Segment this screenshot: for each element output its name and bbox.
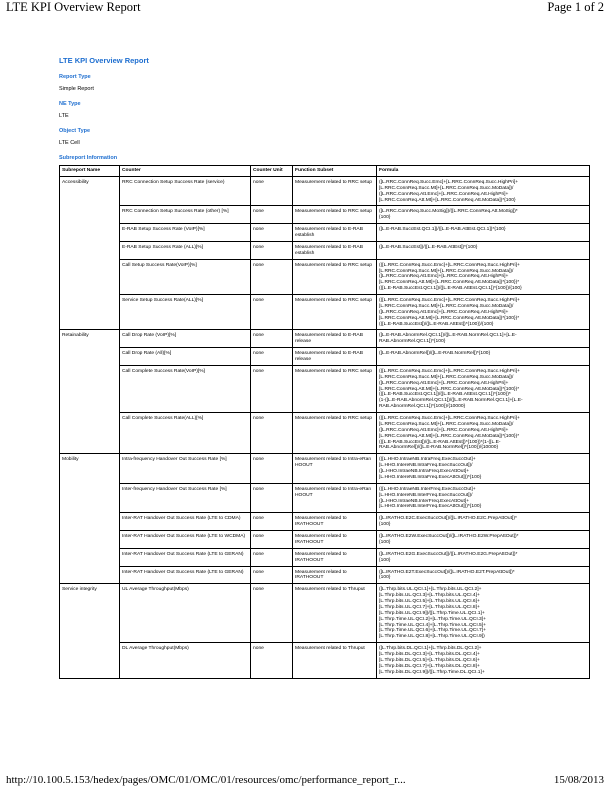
table-row — [60, 206, 590, 224]
report-type-value: Simple Report — [59, 86, 94, 92]
object-type-value: LTE Cell — [59, 140, 80, 146]
col-counter-unit: Counter Unit — [251, 166, 293, 177]
function-subset-cell: Measurement related to RRC setup — [293, 365, 377, 412]
col-subreport-name: Subreport Name — [60, 166, 120, 177]
formula-cell: (([L.RRC.ConnReq.Succ.Emc]+[L.RRC.ConnReq.Succ.HighPri]+ [L.RRC.ConnReq.Succ.Mt]+[L.RRC.ConnReq.Succ.MoData])/ ([L.RRC.ConnReq.Att.Emc]+[L.RRC.ConnReq.Att.HighPri]+ [L.RRC.ConnReq.Att.Mt]+[L.RRC.ConnReq.Att.MoData])*{100})* (([L.E-RAB.SuccEst])/([L.E-RAB.AttEst])*{100})/{100} — [377, 295, 590, 330]
table-row — [60, 330, 590, 348]
function-subset-cell: Measurement related to Thruput — [293, 584, 377, 643]
formula-cell: (([L.RRC.ConnReq.Succ.Emc]+[L.RRC.ConnReq.Succ.HighPri]+ [L.RRC.ConnReq.Succ.Mt]+[L.RRC.ConnReq.Succ.MoData])/ ([L.RRC.ConnReq.Att.Emc]+[L.RRC.ConnReq.Att.HighPri]+ [L.RRC.ConnReq.Att.Mt]+[L.RRC.ConnReq.Att.MoData])*{100})* (([L.E-RAB.SuccEst.QCI.1])/([L.E-RAB.AttEst.QCI.1])*{100})* (1-([L.E-RAB.AbnormRel.QCI.1])/([L.E-RAB.NormRel.QCI.1]+[L.E- RAB.AbnormRel.QCI.1])*{100})/{10000} — [377, 365, 590, 412]
counter-unit-cell: none — [251, 454, 293, 484]
formula-cell: (([L.RRC.ConnReq.Succ.Emc]+[L.RRC.ConnReq.Succ.HighPri]+ [L.RRC.ConnReq.Succ.Mt]+[L.RRC.ConnReq.Succ.MoData])/ ([L.RRC.ConnReq.Att.Emc]+[L.RRC.ConnReq.Att.HighPri]+ [L.RRC.ConnReq.Att.Mt]+[L.RRC.ConnReq.Att.MoData])*{100})* (([L.E-RAB.SuccEst.QCI.1])/([L.E-RAB.AttEst.QCI.1])*{100})/{100} — [377, 259, 590, 294]
subreport-name-cell: Service integrity — [60, 584, 120, 678]
browser-print-title: LTE KPI Overview Report — [6, 0, 141, 14]
ne-type-value: LTE — [59, 113, 69, 119]
subreport-name-cell: Retainability — [60, 330, 120, 454]
counter-cell: Call Setup Success Rate(VoIP)[%] — [120, 259, 251, 294]
function-subset-cell: Measurement related to IRATHOOUT — [293, 566, 377, 584]
function-subset-cell: Measurement related to RRC setup — [293, 176, 377, 206]
counter-unit-cell: none — [251, 531, 293, 549]
function-subset-cell: Measurement related to E-RAB establish — [293, 224, 377, 242]
counter-unit-cell: none — [251, 206, 293, 224]
counter-unit-cell: none — [251, 348, 293, 366]
formula-cell: (([L.RRC.ConnReq.Succ.Emc]+[L.RRC.ConnReq.Succ.HighPri]+ [L.RRC.ConnReq.Succ.Mt]+[L.RRC.ConnReq.Succ.MoData])/ ([L.RRC.ConnReq.Att.Emc]+[L.RRC.ConnReq.Att.HighPri]+ [L.RRC.ConnReq.Att.Mt]+[L.RRC.ConnReq.Att.MoData])*{100})* (([L.E-RAB.SuccEst])/([L.E-RAB.AttEst])*{100})*(1-([L.E- RAB.AbnormRel])/([L.E-RAB.NormRel])*{100})/{10000} — [377, 413, 590, 454]
function-subset-cell: Measurement related to E-RAB release — [293, 330, 377, 348]
function-subset-cell: Measurement related to Intra-eRan HOOUT — [293, 483, 377, 513]
counter-cell: RRC Connection Setup Success Rate (service) — [120, 176, 251, 206]
counter-cell: UL Average Throughput(Mbps) — [120, 584, 251, 643]
function-subset-cell: Measurement related to IRATHOOUT — [293, 548, 377, 566]
table-row — [60, 531, 590, 549]
counter-unit-cell: none — [251, 241, 293, 259]
counter-unit-cell: none — [251, 566, 293, 584]
footer-date: 15/08/2013 — [553, 774, 604, 786]
table-row — [60, 566, 590, 584]
table-row — [60, 513, 590, 531]
function-subset-cell: Measurement related to RRC setup — [293, 295, 377, 330]
formula-cell: ([L.IRATHO.E2C.ExecSuccOut])/([L.IRATHO.E2C.PrepAttOut])* {100} — [377, 513, 590, 531]
col-formula: Formula — [377, 166, 590, 177]
counter-cell: DL Average Throughput(Mbps) — [120, 643, 251, 678]
function-subset-cell: Measurement related to RRC setup — [293, 413, 377, 454]
table-row — [60, 413, 590, 454]
col-function-subset: Function Subset — [293, 166, 377, 177]
function-subset-cell: Measurement related to RRC setup — [293, 259, 377, 294]
counter-unit-cell: none — [251, 224, 293, 242]
counter-cell: E-RAB Setup Success Rate (VoIP)[%] — [120, 224, 251, 242]
subreport-name-cell: Mobility — [60, 454, 120, 584]
formula-cell: ([L.IRATHO.E2W.ExecSuccOut])/([L.IRATHO.E2W.PrepAttOut])* {100} — [377, 531, 590, 549]
formula-cell: (([L.HHO.IntraeNB.IntraFreq.ExecSuccOut]+ [L.HHO.IntereNB.IntraFreq.ExecSuccOut])/ ([L.HHO.IntraeNB.IntraFreq.ExecAttOut]+ [L.HHO.IntereNB.IntraFreq.ExecAttOut]))*{100} — [377, 454, 590, 484]
counter-cell: Intra-frequency Handover Out Success Rate [%] — [120, 454, 251, 484]
formula-cell: (([L.HHO.IntraeNB.InterFreq.ExecSuccOut]+ [L.HHO.IntereNB.InterFreq.ExecSuccOut])/ ([L.HHO.IntraeNB.InterFreq.ExecAttOut]+ [L.HHO.IntereNB.InterFreq.ExecAttOut]))*{100} — [377, 483, 590, 513]
counter-cell: Inter-RAT Handover Out Success Rate (LTE to GERAN) — [120, 548, 251, 566]
report-body — [59, 56, 589, 679]
formula-cell: ([L.E-RAB.AbnormRel.QCI.1])/([L.E-RAB.NormRel.QCI.1]+[L.E- RAB.AbnormRel.QCI.1])*{100} — [377, 330, 590, 348]
counter-unit-cell: none — [251, 413, 293, 454]
table-row — [60, 483, 590, 513]
formula-cell: ([L.Thrp.bits.UL.QCI.1]+[L.Thrp.bits.UL.QCI.2]+ [L.Thrp.bits.UL.QCI.3]+[L.Thrp.bits.UL.QCI.4]+ [L.Thrp.bits.UL.QCI.5]+[L.Thrp.bits.UL.QCI.6]+ [L.Thrp.bits.UL.QCI.7]+[L.Thrp.bits.UL.QCI.8]+ [L.Thrp.bits.UL.QCI.9])/([L.Thrp.Time.UL.QCI.1]+ [L.Thrp.Time.UL.QCI.2]+[L.Thrp.Time.UL.QCI.3]+ [L.Thrp.Time.UL.QCI.4]+[L.Thrp.Time.UL.QCI.5]+ [L.Thrp.Time.UL.QCI.6]+[L.Thrp.Time.UL.QCI.7]+ [L.Thrp.Time.UL.QCI.8]+[L.Thrp.Time.UL.QCI.9]) — [377, 584, 590, 643]
counter-cell: Call Complete Success Rate(ALL)[%] — [120, 413, 251, 454]
object-type-label: Object Type — [59, 128, 91, 134]
counter-cell: RRC Connection Setup Success Rate (other) [%] — [120, 206, 251, 224]
counter-cell: Call Drop Rate (All)[%] — [120, 348, 251, 366]
function-subset-cell: Measurement related to IRATHOOUT — [293, 531, 377, 549]
table-row — [60, 224, 590, 242]
formula-cell: ([L.E-RAB.AbnormRel])/([L.E-RAB.NormRel])*{100} — [377, 348, 590, 366]
counter-cell: E-RAB Setup Success Rate (ALL)[%] — [120, 241, 251, 259]
formula-cell: ([L.Thrp.bits.DL.QCI.1]+[L.Thrp.bits.DL.QCI.2]+ [L.Thrp.bits.DL.QCI.3]+[L.Thrp.bits.DL.QCI.4]+ [L.Thrp.bits.DL.QCI.5]+[L.Thrp.bits.DL.QCI.6]+ [L.Thrp.bits.DL.QCI.7]+[L.Thrp.bits.DL.QCI.8]+ [L.Thrp.bits.DL.QCI.9])/([L.Thrp.Time.DL.QCI.1]+ — [377, 643, 590, 678]
formula-cell: ([L.RRC.ConnReq.Succ.MoSig])/([L.RRC.ConnReq.Att.MoSig])* {100} — [377, 206, 590, 224]
function-subset-cell: Measurement related to E-RAB establish — [293, 241, 377, 259]
table-row — [60, 548, 590, 566]
ne-type-label: NE Type — [59, 101, 81, 107]
table-row — [60, 643, 590, 678]
formula-cell: ([L.E-RAB.SuccEst.QCI.1])/([L.E-RAB.AttEst.QCI.1])*{100} — [377, 224, 590, 242]
subreport-table — [59, 165, 590, 679]
formula-cell: ([L.IRATHO.E2T.ExecSuccOut])/([L.IRATHO.E2T.PrepAttOut])* {100} — [377, 566, 590, 584]
table-row — [60, 365, 590, 412]
counter-unit-cell: none — [251, 330, 293, 348]
counter-unit-cell: none — [251, 548, 293, 566]
page-number: Page 1 of 2 — [547, 0, 604, 14]
table-header-row — [60, 166, 590, 177]
counter-cell: Inter-RAT Handover Out Success Rate (LTE to GERAN) — [120, 566, 251, 584]
subreport-information-label: Subreport Information — [59, 155, 118, 161]
counter-cell: Inter-frequency Handover Out Success Rate [%] — [120, 483, 251, 513]
formula-cell: ([L.IRATHO.E2G.ExecSuccOut])/([L.IRATHO.E2G.PrepAttOut])* {100} — [377, 548, 590, 566]
report-title: LTE KPI Overview Report — [59, 56, 149, 65]
counter-unit-cell: none — [251, 513, 293, 531]
counter-cell: Call Drop Rate (VoIP)[%] — [120, 330, 251, 348]
table-row — [60, 584, 590, 643]
footer-url: http://10.100.5.153/hedex/pages/OMC/01/OMC/01/resources/omc/performance_report_r... — [6, 774, 406, 786]
subreport-name-cell: Accessibility — [60, 176, 120, 330]
col-counter: Counter — [120, 166, 251, 177]
formula-cell: ([L.E-RAB.SuccEst])/([L.E-RAB.AttEst])*{100} — [377, 241, 590, 259]
formula-cell: ([L.RRC.ConnReq.Succ.Emc]+[L.RRC.ConnReq.Succ.HighPri]+ [L.RRC.ConnReq.Succ.Mt]+[L.RRC.ConnReq.Succ.MoData])/ ([L.RRC.ConnReq.Att.Emc]+[L.RRC.ConnReq.Att.HighPri]+ [L.RRC.ConnReq.Att.Mt]+[L.RRC.ConnReq.Att.MoData])*{100} — [377, 176, 590, 206]
table-row — [60, 454, 590, 484]
counter-unit-cell: none — [251, 584, 293, 643]
counter-unit-cell: none — [251, 259, 293, 294]
table-row — [60, 348, 590, 366]
counter-cell: Call Complete Success Rate(VoIP)[%] — [120, 365, 251, 412]
counter-unit-cell: none — [251, 295, 293, 330]
function-subset-cell: Measurement related to E-RAB release — [293, 348, 377, 366]
function-subset-cell: Measurement related to IRATHOOUT — [293, 513, 377, 531]
counter-unit-cell: none — [251, 365, 293, 412]
function-subset-cell: Measurement related to Intra-eRan HOOUT — [293, 454, 377, 484]
table-row — [60, 176, 590, 206]
table-row — [60, 241, 590, 259]
counter-unit-cell: none — [251, 176, 293, 206]
counter-cell: Inter-RAT Handover Out Success Rate (LTE to WCDMA) — [120, 531, 251, 549]
function-subset-cell: Measurement related to Thruput — [293, 643, 377, 678]
table-row — [60, 295, 590, 330]
function-subset-cell: Measurement related to RRC setup — [293, 206, 377, 224]
counter-cell: Inter-RAT Handover Out Success Rate (LTE to CDMA) — [120, 513, 251, 531]
counter-unit-cell: none — [251, 643, 293, 678]
report-type-label: Report Type — [59, 74, 91, 80]
table-row — [60, 259, 590, 294]
counter-cell: Service Setup Success Rate(ALL)[%] — [120, 295, 251, 330]
counter-unit-cell: none — [251, 483, 293, 513]
